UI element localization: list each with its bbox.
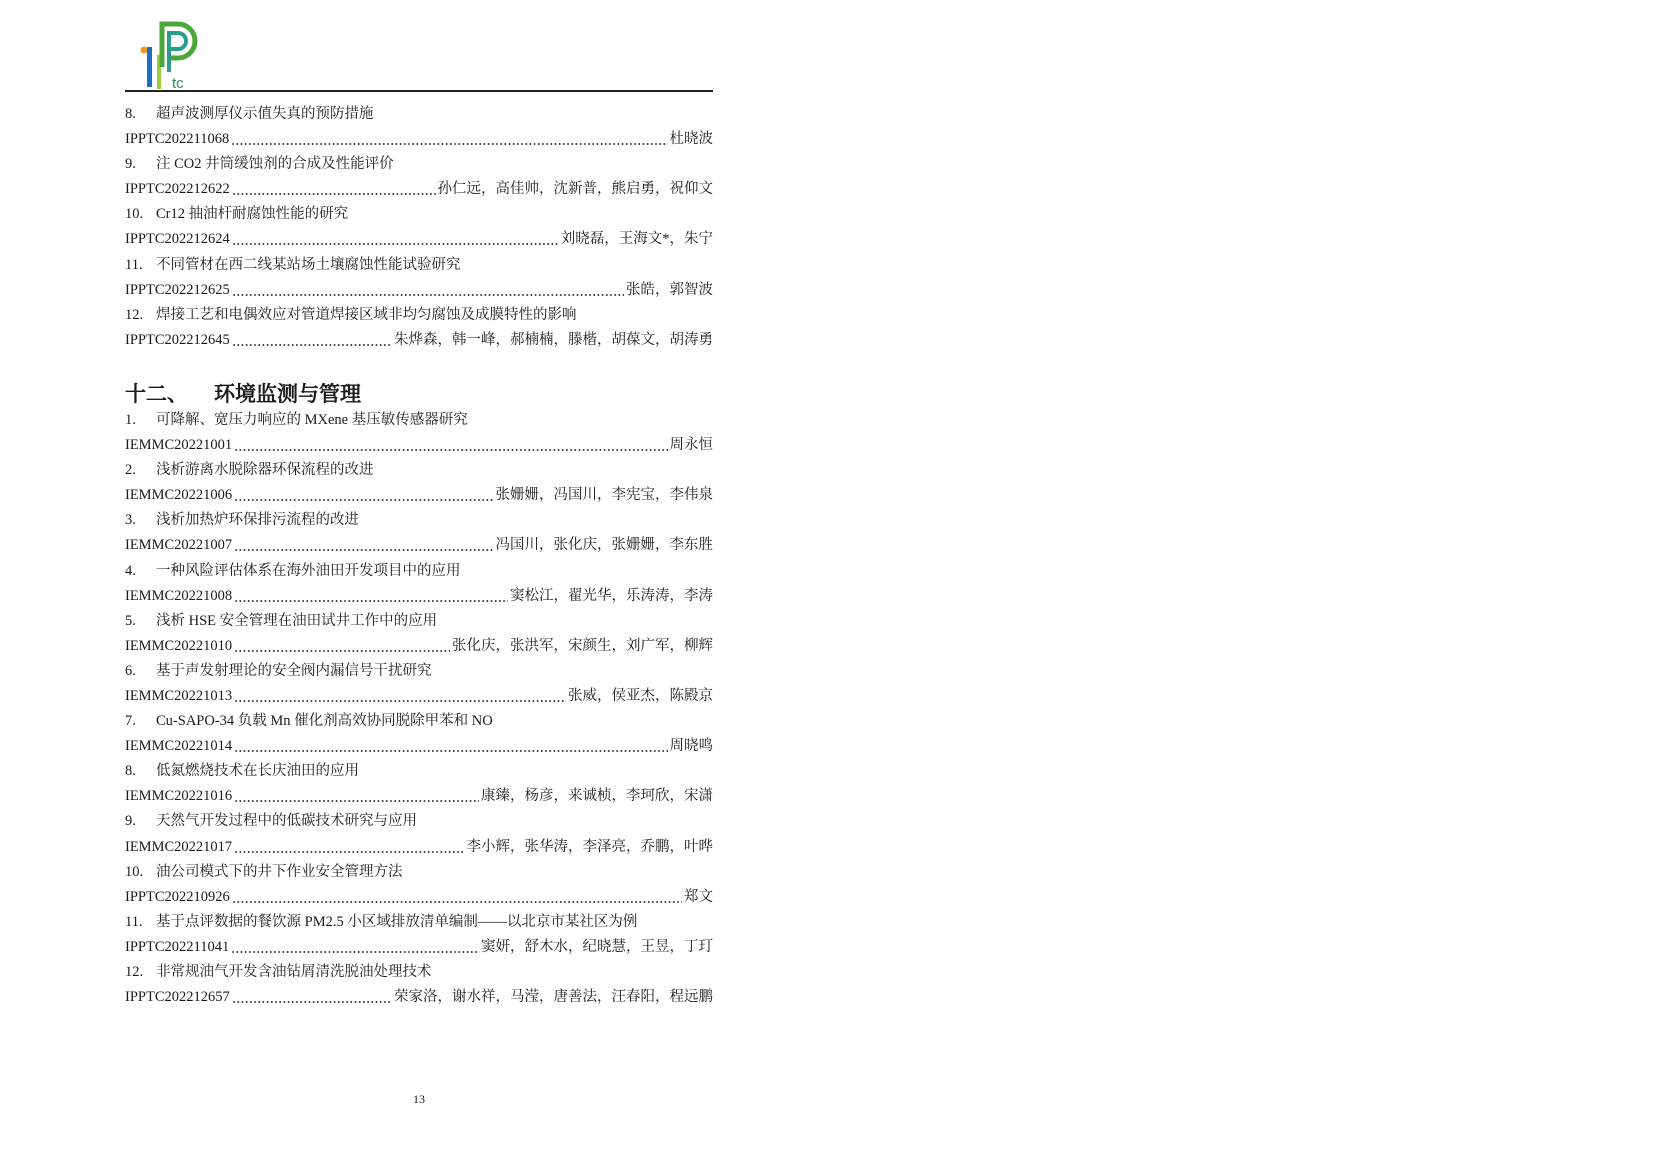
entry-title-row bbox=[125, 759, 713, 784]
authors: 康臻，杨彦，来诚桢，李珂欣，宋潇 bbox=[481, 788, 713, 805]
paper-code: IPPTC202211068 bbox=[125, 131, 230, 148]
entry-number: 11. bbox=[125, 256, 143, 273]
entry-title-row bbox=[125, 709, 713, 734]
authors: 周永恒 bbox=[669, 437, 713, 454]
entry-title: 不同管材在西二线某站场土壤腐蚀性能试验研究 bbox=[156, 256, 461, 273]
dot-leader bbox=[234, 584, 508, 609]
logo-outer-p bbox=[162, 24, 195, 67]
entry-title-row bbox=[125, 860, 713, 885]
entry-number: 4. bbox=[125, 562, 136, 579]
entry-number: 9. bbox=[125, 156, 136, 173]
paper-code: IEMMC20221014 bbox=[125, 738, 233, 755]
authors: 郑文 bbox=[684, 888, 713, 905]
paper-code: IPPTC202212622 bbox=[125, 181, 230, 198]
authors: 荣家洛，谢水祥，马滢，唐善法，汪春阳，程远鹏 bbox=[394, 989, 713, 1006]
dot-leader bbox=[232, 278, 624, 303]
paper-code: IEMMC20221006 bbox=[125, 487, 233, 504]
entry-number: 3. bbox=[125, 512, 136, 529]
entry-number: 8. bbox=[125, 106, 136, 122]
section-entries bbox=[125, 408, 713, 1010]
entry-code-row bbox=[125, 227, 713, 252]
entry-number: 1. bbox=[125, 411, 136, 428]
entry-title: 焊接工艺和电偶效应对管道焊接区域非均匀腐蚀及成膜特性的影响 bbox=[156, 306, 577, 323]
dot-leader bbox=[231, 935, 479, 960]
entry-title-row bbox=[125, 253, 713, 278]
entry-number: 12. bbox=[125, 964, 144, 980]
entry-number: 6. bbox=[125, 662, 136, 679]
conference-logo bbox=[136, 20, 198, 90]
page-number: 13 bbox=[413, 1092, 425, 1106]
entry-title: Cu-SAPO-34 负载 Mn 催化剂高效协同脱除甲苯和 NO bbox=[156, 713, 493, 730]
authors: 张姗姗，冯国川，李宪宝，李伟泉 bbox=[495, 487, 713, 504]
entry-number: 12. bbox=[125, 306, 144, 323]
dot-leader bbox=[234, 483, 493, 508]
paper-code: IEMMC20221007 bbox=[125, 537, 233, 554]
entry-number: 10. bbox=[125, 206, 144, 223]
authors: 朱烨森，韩一峰，郝楠楠，滕楷，胡葆文，胡涛勇 bbox=[394, 331, 713, 348]
dot-leader bbox=[234, 634, 450, 659]
entry-title: 低氮燃烧技术在长庆油田的应用 bbox=[156, 763, 359, 780]
entry-title: 浅析游离水脱除器环保流程的改进 bbox=[156, 462, 374, 479]
entry-title-row bbox=[125, 609, 713, 634]
entry-code-row bbox=[125, 784, 713, 809]
entry-title: 可降解、宽压力响应的 MXene 基压敏传感器研究 bbox=[156, 411, 468, 428]
paper-code: IPPTC202212645 bbox=[125, 331, 230, 348]
paper-code: IEMMC20221017 bbox=[125, 838, 233, 855]
section-number: 十二、 bbox=[125, 381, 188, 406]
entry-title: 油公司模式下的井下作业安全管理方法 bbox=[156, 863, 403, 880]
authors: 窦妍，舒木水，纪晓慧，王昱，丁玎 bbox=[481, 938, 713, 955]
authors: 杜晓波 bbox=[669, 131, 713, 148]
authors: 孙仁远，高佳帅，沈新普，熊启勇，祝仰文 bbox=[437, 181, 713, 198]
entry-title-row bbox=[125, 508, 713, 533]
entry-title-row bbox=[125, 809, 713, 834]
dot-leader bbox=[232, 885, 682, 910]
entry-title: Cr12 抽油杆耐腐蚀性能的研究 bbox=[156, 206, 349, 223]
dot-leader bbox=[234, 433, 667, 458]
entry-title-row bbox=[125, 960, 713, 985]
entry-title-row bbox=[125, 458, 713, 483]
entry-title-row bbox=[125, 303, 713, 328]
entry-number: 2. bbox=[125, 462, 136, 479]
entry-code-row bbox=[125, 935, 713, 960]
entry-number: 8. bbox=[125, 763, 136, 780]
authors: 冯国川，张化庆，张姗姗，李东胜 bbox=[495, 537, 713, 554]
paper-code: IEMMC20221008 bbox=[125, 587, 233, 604]
authors: 张化庆，张洪军，宋颜生，刘广军，柳辉 bbox=[452, 637, 713, 654]
logo-blue-bar bbox=[147, 47, 152, 87]
authors: 窦松江，翟光华，乐涛涛，李涛 bbox=[510, 587, 713, 604]
dot-leader bbox=[232, 177, 436, 202]
dot-leader bbox=[234, 734, 667, 759]
entry-code-row bbox=[125, 835, 713, 860]
entry-code-row bbox=[125, 328, 713, 353]
entry-title: 基于点评数据的餐饮源 PM2.5 小区域排放清单编制——以北京市某社区为例 bbox=[156, 913, 638, 930]
entry-number: 11. bbox=[125, 913, 143, 930]
entry-title-row bbox=[125, 408, 713, 433]
authors: 张皓，郭智波 bbox=[626, 281, 713, 298]
continued-entries bbox=[125, 102, 713, 353]
entry-code-row bbox=[125, 584, 713, 609]
header-rule bbox=[125, 90, 713, 92]
dot-leader bbox=[232, 227, 559, 252]
entry-code-row bbox=[125, 985, 713, 1010]
entry-title-row bbox=[125, 202, 713, 227]
authors: 张威，侯亚杰，陈殿京 bbox=[568, 687, 713, 704]
entry-code-row bbox=[125, 684, 713, 709]
authors: 周晓鸣 bbox=[669, 738, 713, 755]
entry-title: 基于声发射理论的安全阀内漏信号干扰研究 bbox=[156, 662, 432, 679]
entry-number: 5. bbox=[125, 612, 136, 629]
entry-title-row bbox=[125, 559, 713, 584]
entry-code-row bbox=[125, 634, 713, 659]
contents-listing bbox=[125, 102, 713, 1010]
paper-code: IEMMC20221016 bbox=[125, 788, 233, 805]
entry-code-row bbox=[125, 177, 713, 202]
entry-number: 7. bbox=[125, 713, 136, 730]
authors: 刘晓磊，王海文*，朱宁 bbox=[560, 231, 713, 248]
entry-title: 浅析 HSE 安全管理在油田试井工作中的应用 bbox=[156, 612, 438, 629]
entry-code-row bbox=[125, 127, 713, 152]
entry-code-row bbox=[125, 278, 713, 303]
entry-title: 一种风险评估体系在海外油田开发项目中的应用 bbox=[156, 562, 461, 579]
paper-code: IPPTC202212657 bbox=[125, 989, 230, 1006]
paper-code: IPPTC202212624 bbox=[125, 231, 230, 248]
section-heading bbox=[125, 380, 713, 408]
entry-code-row bbox=[125, 483, 713, 508]
entry-title: 天然气开发过程中的低碳技术研究与应用 bbox=[156, 813, 417, 830]
entry-code-row bbox=[125, 734, 713, 759]
dot-leader bbox=[234, 784, 479, 809]
entry-title-row bbox=[125, 102, 713, 127]
dot-leader bbox=[232, 985, 392, 1010]
dot-leader bbox=[231, 127, 667, 152]
authors: 李小辉，张华涛，李泽亮，乔鹏，叶晔 bbox=[466, 838, 713, 855]
paper-code: IEMMC20221001 bbox=[125, 437, 233, 454]
entry-title: 超声波测厚仪示值失真的预防措施 bbox=[156, 106, 374, 122]
entry-code-row bbox=[125, 433, 713, 458]
paper-code: IPPTC202210926 bbox=[125, 888, 230, 905]
paper-code: IEMMC20221013 bbox=[125, 687, 233, 704]
entry-code-row bbox=[125, 533, 713, 558]
logo-orange-dot bbox=[141, 47, 148, 54]
entry-title: 注 CO2 井筒缓蚀剂的合成及性能评价 bbox=[156, 156, 394, 173]
dot-leader bbox=[234, 684, 566, 709]
dot-leader bbox=[234, 835, 464, 860]
dot-leader bbox=[234, 533, 493, 558]
entry-title-row bbox=[125, 910, 713, 935]
entry-title-row bbox=[125, 659, 713, 684]
paper-code: IPPTC202212625 bbox=[125, 281, 230, 298]
entry-number: 9. bbox=[125, 813, 136, 830]
entry-code-row bbox=[125, 885, 713, 910]
entry-title: 浅析加热炉环保排污流程的改进 bbox=[156, 512, 359, 529]
entry-number: 10. bbox=[125, 863, 144, 880]
entry-title: 非常规油气开发含油钻屑清洗脱油处理技术 bbox=[156, 964, 432, 980]
entry-title-row bbox=[125, 152, 713, 177]
paper-code: IPPTC202211041 bbox=[125, 938, 230, 955]
logo-inner-p bbox=[169, 33, 186, 72]
dot-leader bbox=[232, 328, 392, 353]
section-title: 环境监测与管理 bbox=[214, 381, 361, 406]
paper-code: IEMMC20221010 bbox=[125, 637, 233, 654]
logo-letters: tc bbox=[172, 75, 184, 90]
